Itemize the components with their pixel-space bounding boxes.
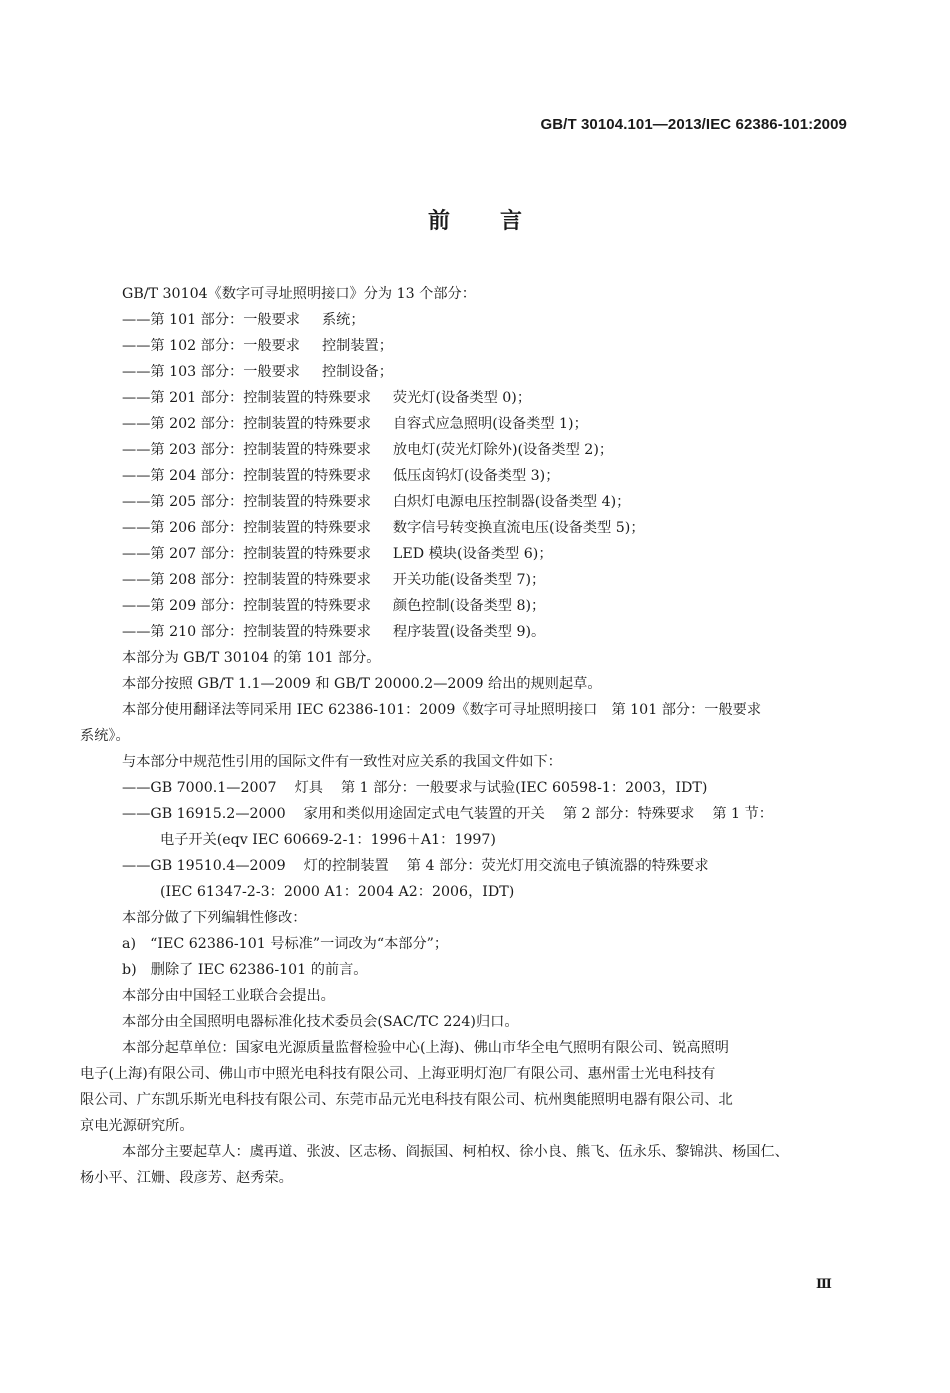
part-item: ——第 203 部分：控制装置的特殊要求 放电灯(荧光灯除外)(设备类型 2)； bbox=[122, 442, 614, 458]
drafting-units-cont: 京电光源研究所。 bbox=[80, 1118, 194, 1134]
edit-item-a: a) “IEC 62386-101 号标准”一词改为“本部分”； bbox=[122, 936, 449, 952]
part-item: ——第 202 部分：控制装置的特殊要求 自容式应急照明(设备类型 1)； bbox=[122, 416, 588, 432]
reference-item-cont: (IEC 61347-2-3：2000 A1：2004 A2：2006，IDT) bbox=[160, 884, 515, 900]
edit-item-b: b) 删除了 IEC 62386-101 的前言。 bbox=[122, 962, 368, 978]
managed-by: 本部分由全国照明电器标准化技术委员会(SAC/TC 224)归口。 bbox=[122, 1014, 519, 1030]
part-item: ——第 101 部分：一般要求 系统； bbox=[122, 312, 365, 328]
part-item: ——第 207 部分：控制装置的特殊要求 LED 模块(设备类型 6)； bbox=[122, 546, 553, 562]
part-item: ——第 210 部分：控制装置的特殊要求 程序装置(设备类型 9)。 bbox=[122, 624, 546, 640]
part-item: ——第 206 部分：控制装置的特殊要求 数字信号转变换直流电压(设备类型 5)； bbox=[122, 520, 645, 536]
drafting-rules: 本部分按照 GB/T 1.1—2009 和 GB/T 20000.2—2009 给出的规则起草。 bbox=[122, 676, 602, 692]
reference-item-cont: 电子开关(eqv IEC 60669-2-1：1996＋A1：1997) bbox=[160, 832, 496, 848]
proposed-by: 本部分由中国轻工业联合会提出。 bbox=[122, 988, 335, 1004]
drafting-units-cont: 限公司、广东凯乐斯光电科技有限公司、东莞市品元光电科技有限公司、杭州奥能照明电器有限公司、北 bbox=[80, 1092, 733, 1108]
drafting-units: 本部分起草单位：国家电光源质量监督检验中心(上海)、佛山市华全电气照明有限公司、锐高照明 bbox=[122, 1040, 729, 1056]
edits-intro: 本部分做了下列编辑性修改： bbox=[122, 910, 307, 926]
reference-item: ——GB 7000.1—2007 灯具 第 1 部分：一般要求与试验(IEC 60598-1：2003，IDT) bbox=[122, 780, 708, 796]
reference-item: ——GB 16915.2—2000 家用和类似用途固定式电气装置的开关 第 2 部分：特殊要求 第 1 节： bbox=[122, 806, 773, 822]
page-title: 前言 bbox=[427, 209, 572, 234]
reference-item: ——GB 19510.4—2009 灯的控制装置 第 4 部分：荧光灯用交流电子镇流器的特殊要求 bbox=[122, 858, 709, 874]
main-drafters-cont: 杨小平、江姗、段彦芳、赵秀荣。 bbox=[80, 1170, 293, 1186]
main-drafters: 本部分主要起草人：虞再道、张波、区志杨、阎振国、柯柏权、徐小良、熊飞、伍永乐、黎锦洪、杨国仁、 bbox=[122, 1144, 789, 1160]
references-intro: 与本部分中规范性引用的国际文件有一致性对应关系的我国文件如下： bbox=[122, 754, 562, 770]
translation-paragraph-cont: 系统》。 bbox=[80, 728, 130, 744]
part-item: ——第 204 部分：控制装置的特殊要求 低压卤钨灯(设备类型 3)； bbox=[122, 468, 560, 484]
page-number: Ⅲ bbox=[816, 1277, 832, 1292]
standard-code: GB/T 30104.101—2013/IEC 62386-101:2009 bbox=[540, 116, 847, 133]
part-statement: 本部分为 GB/T 30104 的第 101 部分。 bbox=[122, 650, 381, 666]
part-item: ——第 205 部分：控制装置的特殊要求 白炽灯电源电压控制器(设备类型 4)； bbox=[122, 494, 631, 510]
translation-paragraph: 本部分使用翻译法等同采用 IEC 62386-101：2009《数字可寻址照明接口 第 101 部分：一般要求 bbox=[122, 702, 762, 718]
part-item: ——第 209 部分：控制装置的特殊要求 颜色控制(设备类型 8)； bbox=[122, 598, 546, 614]
part-item: ——第 103 部分：一般要求 控制设备； bbox=[122, 364, 393, 380]
intro-paragraph: GB/T 30104《数字可寻址照明接口》分为 13 个部分： bbox=[122, 286, 476, 302]
part-item: ——第 201 部分：控制装置的特殊要求 荧光灯(设备类型 0)； bbox=[122, 390, 532, 406]
part-item: ——第 102 部分：一般要求 控制装置； bbox=[122, 338, 393, 354]
part-item: ——第 208 部分：控制装置的特殊要求 开关功能(设备类型 7)； bbox=[122, 572, 546, 588]
drafting-units-cont: 电子(上海)有限公司、佛山市中照光电科技有限公司、上海亚明灯泡厂有限公司、惠州雷士光电科技有 bbox=[80, 1066, 716, 1082]
